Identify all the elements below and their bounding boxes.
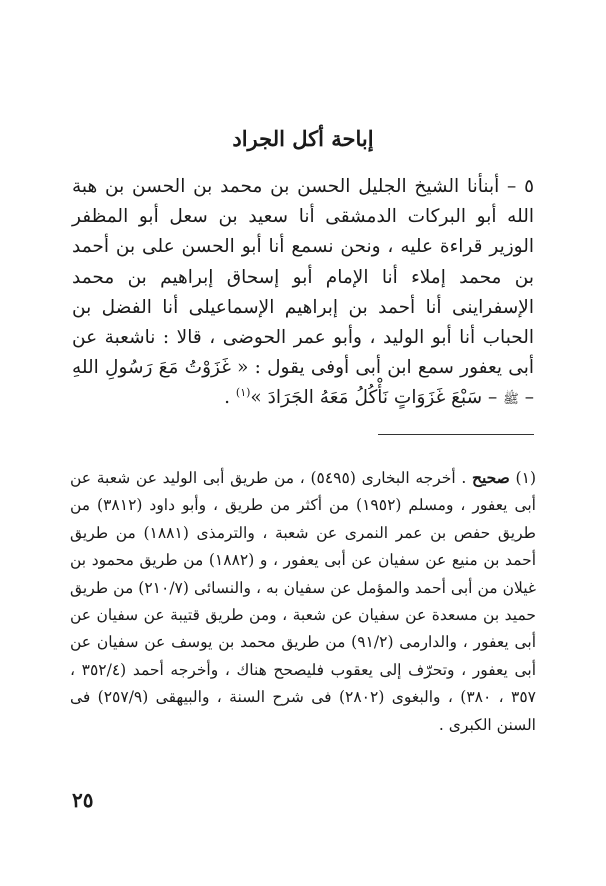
footnote-marker: (١) [515, 469, 536, 487]
page-number: ٢٥ [72, 788, 94, 812]
hadith-paragraph [72, 172, 534, 416]
footnote-text: . أخرجه البخارى (٥٤٩٥) ، من طريق أبى الوليد عن شعبة عن أبى يعفور ، ومسلم (١٩٥٢) من أكثر من طريق ، وأبو داود (٣٨١٢) من طريق حفص بن عمر النمرى عن شعبة ، والترمذى (١٨٨١) من طريق أحمد بن منيع عن سفيان عن أبى يعفور ، و (١٨٨٢) من طريق محمود بن غيلان من أبى أحمد والمؤمل عن سفيان به ، والنسائى (٢١٠/٧) من طريق حميد بن مسعدة عن سفيان عن شعبة ، ومن طريق قتيبة عن سفيان عن أبى يعفور ، والدارمى (٩١/٢) من طريق محمد بن يوسف عن سفيان عن أبى يعفور ، وتحرّف إلى يعقوب فليصحح هناك ، وأخرجه أحمد (٣٥٢/٤ ، ٣٥٧ ، ٣٨٠) ، والبغوى (٢٨٠٢) فى شرح السنة ، والبيهقى (٢٥٧/٩) فى السنن الكبرى . [70, 469, 537, 734]
footnote-reference: (١) [235, 386, 251, 400]
hadith-end: . [224, 387, 231, 409]
hadith-text-before: أبنأنا الشيخ الجليل الحسن بن محمد بن الحسن بن هبة الله أبو البركات الدمشقى أنا سعيد بن سعل أبو المظفر الوزير قراءة عليه ، ونحن نسمع أنا أبو الحسن على بن أحمد بن محمد إملاء أنا الإمام أبو إسحاق إبراهيم بن محمد الإسفراينى أنا أحمد بن إبراهيم الإسماعيلى أنا الفضل بن الحباب أنا أبو الوليد ، وأبو عمر الحوضى ، قالا : ناشعبة عن أبى يعفور سمع ابن أبى أوفى يقول : « غَزَوْتُ مَعَ رَسُولِ اللهِ – [72, 176, 534, 409]
hadith-number: ٥ [524, 176, 535, 197]
hadith-text-after: – سَبْعَ غَزَوَاتٍ نَأْكُلُ مَعَهُ الجَرَادَ » [250, 387, 498, 409]
footnote-paragraph [70, 464, 536, 739]
chapter-title: إباحة أكل الجراد [232, 126, 374, 151]
hadith-dash: – [507, 176, 517, 197]
salutation-glyph: ﷺ [503, 392, 519, 408]
footnote-grade: صحيح [471, 468, 510, 487]
footnote-divider [378, 434, 534, 435]
